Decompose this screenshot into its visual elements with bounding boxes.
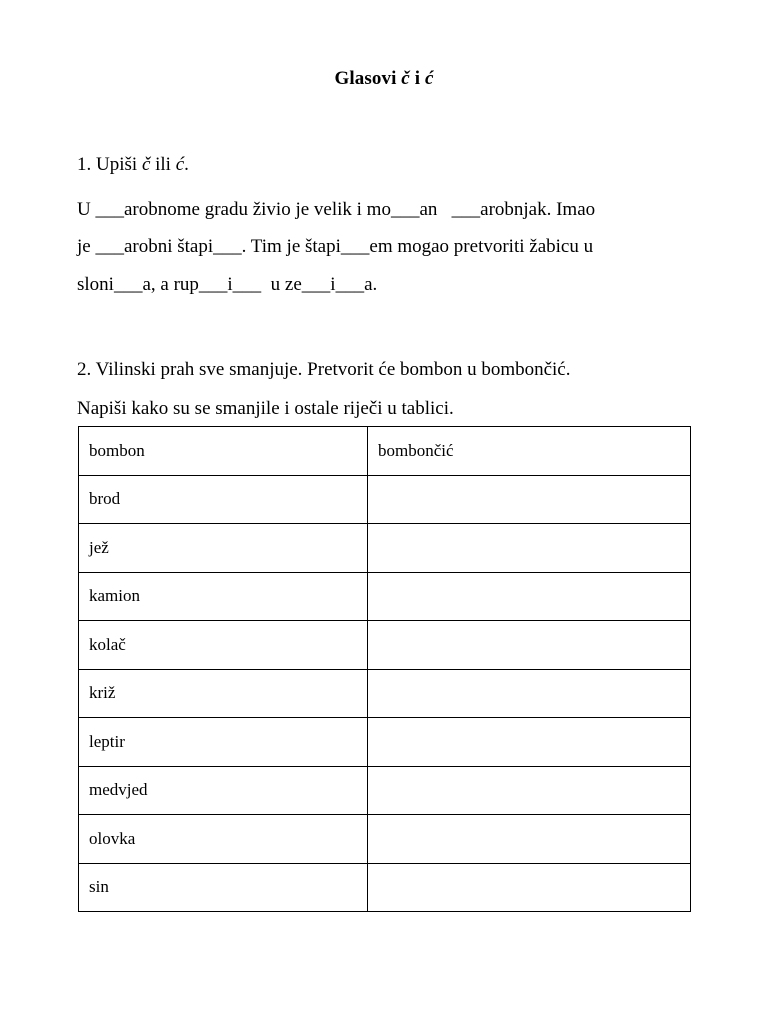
table-row bbox=[79, 718, 691, 767]
diminutive-answer-cell[interactable] bbox=[368, 815, 691, 864]
word-cell: kolač bbox=[79, 621, 368, 670]
title-prefix: Glasovi bbox=[334, 68, 402, 89]
task1-heading bbox=[77, 153, 189, 177]
task1-text-line-2: je ___arobni štapi___. Tim je štapi___em mogao pretvoriti žabicu u bbox=[77, 236, 594, 257]
word-cell: leptir bbox=[79, 718, 368, 767]
task2-text-line-2: Napiši kako su se smanjile i ostale riječi u tablici. bbox=[77, 398, 454, 419]
task1-heading-letter-c-acute: ć bbox=[175, 154, 185, 175]
table-row bbox=[79, 572, 691, 621]
diminutive-table bbox=[78, 426, 691, 912]
table-row bbox=[79, 427, 691, 476]
diminutive-answer-cell[interactable] bbox=[368, 621, 691, 670]
diminutive-answer-cell[interactable] bbox=[368, 718, 691, 767]
word-cell: križ bbox=[79, 669, 368, 718]
task1-text-line-1: U ___arobnome gradu živio je velik i mo___an ___arobnjak. Imao bbox=[77, 199, 596, 220]
word-cell: bombon bbox=[79, 427, 368, 476]
task2-text-line-1: 2. Vilinski prah sve smanjuje. Pretvorit će bombon u bombončić. bbox=[77, 359, 571, 380]
title-letter-c-caron: č bbox=[401, 68, 410, 89]
diminutive-answer-cell[interactable] bbox=[368, 572, 691, 621]
task1-heading-letter-c-caron: č bbox=[141, 154, 151, 175]
title-conjunction: i bbox=[409, 68, 425, 89]
diminutive-answer-cell[interactable] bbox=[368, 863, 691, 912]
word-cell: medvjed bbox=[79, 766, 368, 815]
table-row bbox=[79, 669, 691, 718]
diminutive-answer-cell[interactable] bbox=[368, 475, 691, 524]
task1-heading-conjunction: ili bbox=[150, 154, 176, 175]
word-cell: kamion bbox=[79, 572, 368, 621]
table-row bbox=[79, 766, 691, 815]
word-cell: brod bbox=[79, 475, 368, 524]
table-row bbox=[79, 863, 691, 912]
diminutive-answer-cell[interactable] bbox=[368, 524, 691, 573]
task1-heading-suffix: . bbox=[184, 154, 189, 175]
word-cell: jež bbox=[79, 524, 368, 573]
table-row bbox=[79, 524, 691, 573]
word-cell: olovka bbox=[79, 815, 368, 864]
title-letter-c-acute: ć bbox=[424, 68, 434, 89]
table-row bbox=[79, 475, 691, 524]
diminutive-answer-cell[interactable] bbox=[368, 669, 691, 718]
table-row bbox=[79, 815, 691, 864]
task1-text-line-3: sloni___a, a rup___i___ u ze___i___a. bbox=[77, 274, 378, 295]
task1-heading-prefix: 1. Upiši bbox=[77, 154, 142, 175]
diminutive-answer-cell[interactable] bbox=[368, 766, 691, 815]
diminutive-answer-cell: bombončić bbox=[368, 427, 691, 476]
table-row bbox=[79, 621, 691, 670]
word-cell: sin bbox=[79, 863, 368, 912]
page-title bbox=[0, 68, 768, 90]
